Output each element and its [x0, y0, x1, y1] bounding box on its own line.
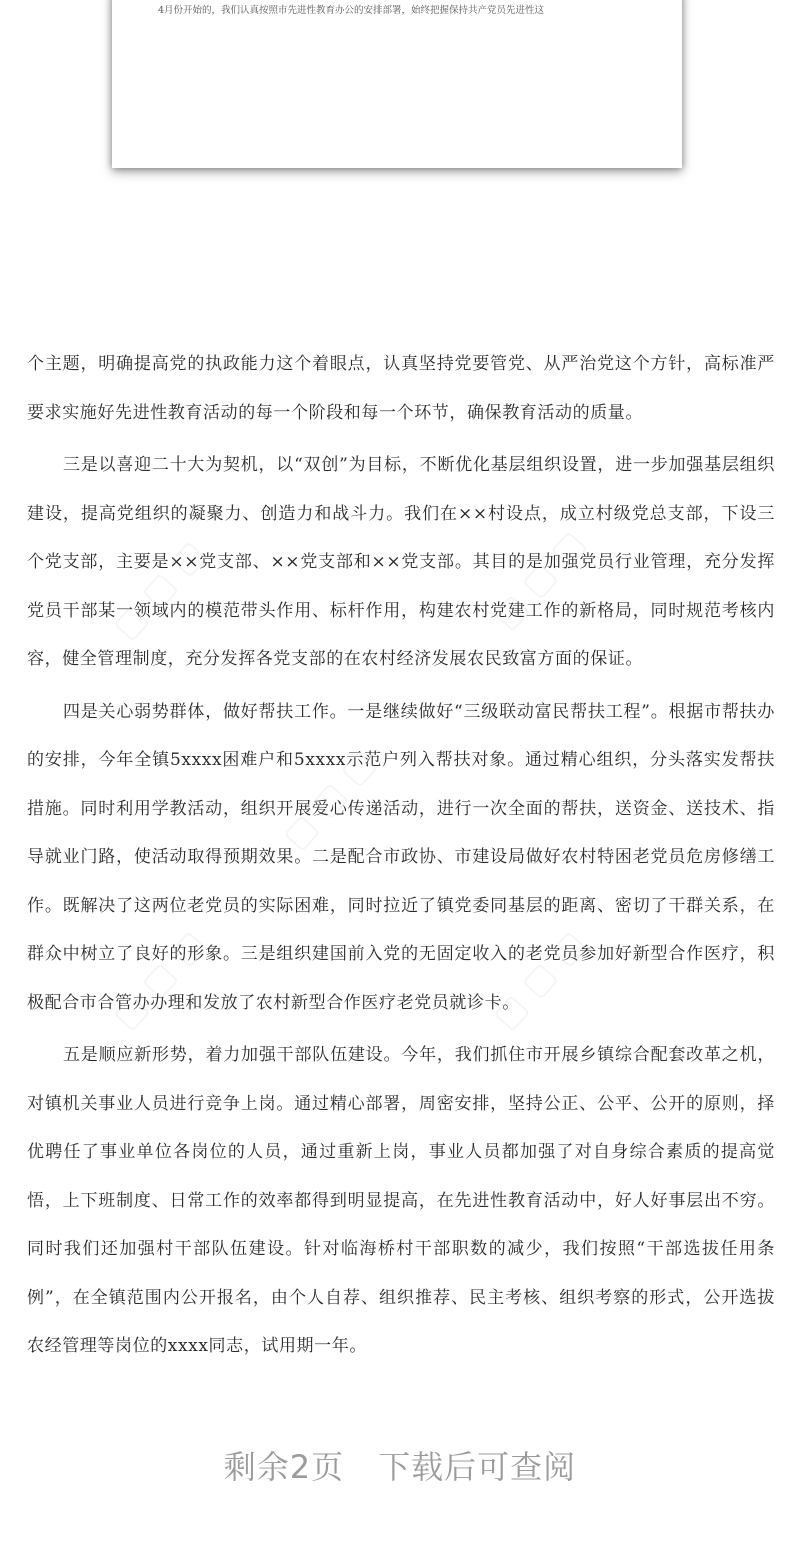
paragraph-1: 个主题，明确提高党的执政能力这个着眼点，认真坚持党要管党、从严治党这个方针，高标准严要求实施好先进性教育活动的每一个阶段和每一个环节，确保教育活动的质量。	[27, 354, 775, 423]
paragraph-3: 四是关心弱势群体，做好帮扶工作。一是继续做好“三级联动富民帮扶工程”。根据市帮扶办的安排，今年全镇5xxxx困难户和5xxxx示范户列入帮扶对象。通过精心组织，分头落实发帮扶措施。同时利用学教活动，组织开展爱心传递活动，进行一次全面的帮扶，送资金、送技术、指导就业门路，使活动取得预期效果。二是配合市政协、市建设局做好农村特困老党员危房修缮工作。既解决了这两位老党员的实际困难，同时拉近了镇党委同基层的距离、密切了干群关系，在群众中树立了良好的形象。三是组织建国前入党的无固定收入的老党员参加好新型合作医疗，积极配合市合管办办理和发放了农村新型合作医疗老党员就诊卡。	[27, 701, 775, 1013]
watermark-4: ▢ ▢ ▢	[104, 922, 214, 1038]
watermark-5: ▢ ▢ ▢	[484, 922, 594, 1038]
paragraph-2: 三是以喜迎二十大为契机，以“双创”为目标，不断优化基层组织设置，进一步加强基层组织建设，提高党组织的凝聚力、创造力和战斗力。我们在××村设点，成立村级党总支部，下设三个党支部，主要是××党支部、××党支部和××党支部。其目的是加强党员行业管理，充分发挥党员干部某一领域内的模范带头作用、标杆作用，构建农村党建工作的新格局，同时规范考核内容，健全管理制度，充分发挥各党支部的在农村经济发展农民致富方面的保证。	[27, 455, 775, 669]
remaining-pages-notice[interactable]	[0, 1442, 800, 1488]
download-to-view-label: 下载后可查阅	[378, 1448, 577, 1486]
watermark-2: ▢ ▢ ▢	[484, 522, 594, 638]
watermark-3: ▢ ▢ ▢	[274, 742, 384, 858]
document-body	[27, 340, 775, 1375]
preview-page-card	[112, 0, 682, 168]
paragraph-4: 五是顺应新形势，着力加强干部队伍建设。今年，我们抓住市开展乡镇综合配套改革之机，对镇机关事业人员进行竞争上岗。通过精心部署，周密安排，坚持公正、公平、公开的原则，择优聘任了事业单位各岗位的人员，通过重新上岗，事业人员都加强了对自身综合素质的提高觉悟，上下班制度、日常工作的效率都得到明显提高，在先进性教育活动中，好人好事层出不穷。同时我们还加强村干部队伍建设。针对临海桥村干部职数的减少，我们按照“干部选拔任用条例”，在全镇范围内公开报名，由个人自荐、组织推荐、民主考核、组织考察的形式，公开选拔农经管理等岗位的xxxx同志，试用期一年。	[27, 1045, 775, 1356]
preview-card-text: 4月份开始的，我们认真按照市先进性教育办公的安排部署，始终把握保持共产党员先进性这	[158, 5, 545, 16]
remaining-pages-count: 剩余2页	[223, 1448, 345, 1486]
watermark-1: ▢ ▢ ▢	[104, 532, 214, 648]
